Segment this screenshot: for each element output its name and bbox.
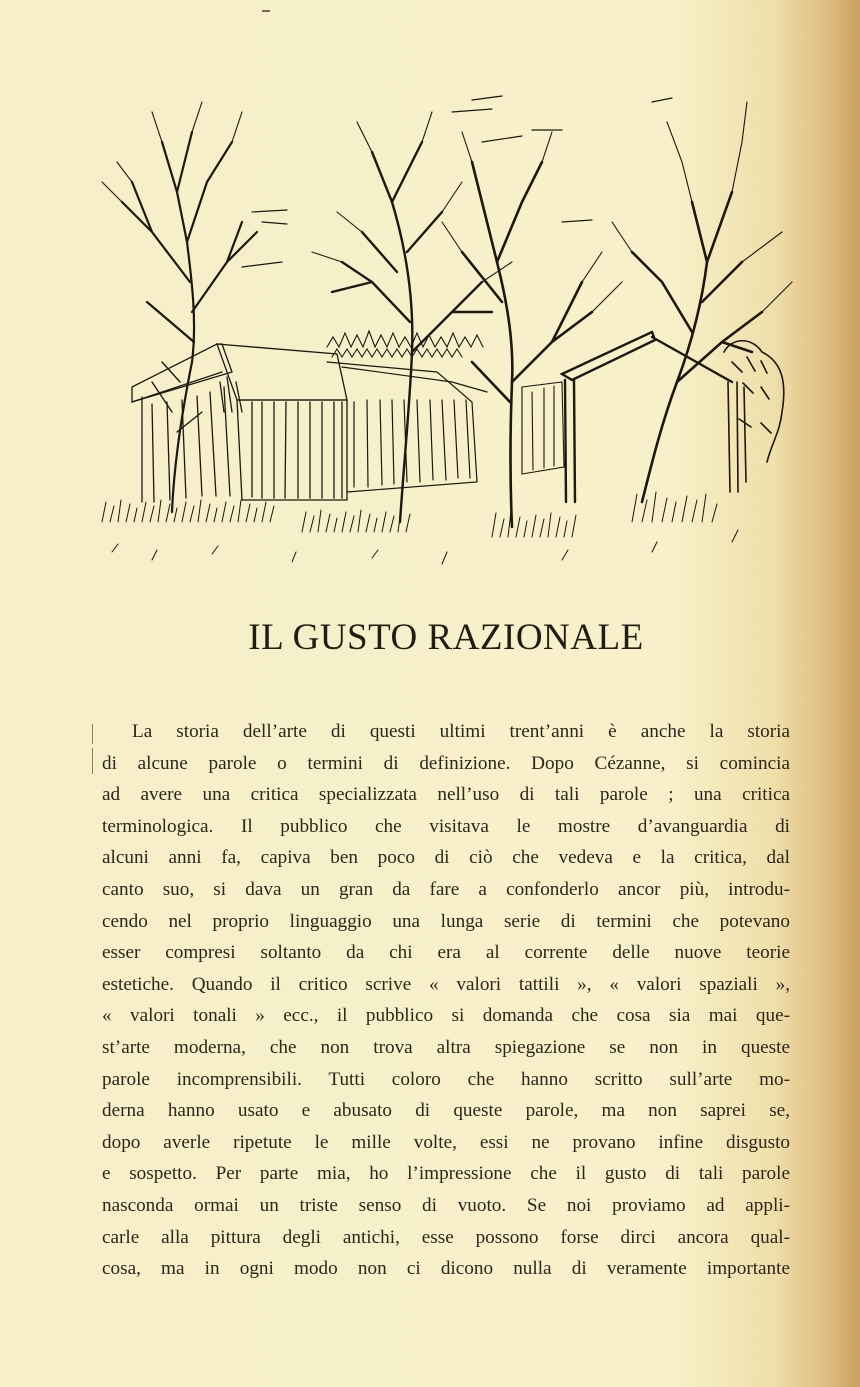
text-line: carle alla pittura degli antichi, esse possono forse dirci ancora qual- bbox=[102, 1226, 790, 1248]
text-line: st’arte moderna, che non trova altra spiegazione se non in queste bbox=[102, 1036, 790, 1058]
text-line: esser compresi soltanto da chi era al corrente delle nuove teorie bbox=[102, 942, 790, 964]
margin-mark bbox=[92, 748, 93, 774]
text-line: derna hanno usato e abusato di queste parole, ma non saprei se, bbox=[102, 1100, 790, 1122]
shrub-right bbox=[724, 341, 784, 492]
tree-right bbox=[612, 102, 792, 502]
text-line: ad avere una critica specializzata nell’uso di tali parole ; una critica bbox=[102, 784, 790, 806]
hedge bbox=[327, 331, 483, 357]
text-line: canto suo, si dava un gran da fare a confonderlo ancor più, introdu- bbox=[102, 878, 790, 900]
shed-right-far bbox=[522, 382, 564, 474]
text-line: dopo averle ripetute le mille volte, essi ne provano infine disgusto bbox=[102, 1131, 790, 1153]
text-line: di alcune parole o termini di definizione. Dopo Cézanne, si comincia bbox=[102, 752, 790, 774]
body-text bbox=[102, 716, 790, 1285]
tree-left bbox=[102, 102, 257, 512]
illustration bbox=[92, 82, 800, 572]
text-line: cendo nel proprio linguaggio una lunga serie di termini che potevano bbox=[102, 910, 790, 932]
text-line: terminologica. Il pubblico che visitava le mostre d’avanguardia di bbox=[102, 815, 790, 837]
text-line: e sospetto. Per parte mia, ho l’impressione che il gusto di tali parole bbox=[102, 1163, 790, 1185]
shed-left bbox=[132, 344, 347, 502]
text-line: nasconda ormai un triste senso di vuoto. Se noi proviamo ad appli- bbox=[102, 1194, 790, 1216]
margin-mark bbox=[92, 724, 93, 744]
chapter-title: IL GUSTO RAZIONALE bbox=[248, 617, 644, 658]
page-mark bbox=[262, 10, 270, 12]
sky-strokes bbox=[242, 96, 672, 267]
text-line: alcuni anni fa, capiva ben poco di ciò che vedeva e la critica, dal bbox=[102, 847, 790, 869]
text-line: parole incomprensibili. Tutti coloro che hanno scritto sull’arte mo- bbox=[102, 1068, 790, 1090]
text-line: « valori tonali » ecc., il pubblico si domanda che cosa sia mai que- bbox=[102, 1005, 790, 1027]
text-line: La storia dell’arte di questi ultimi trent’anni è anche la storia bbox=[132, 721, 790, 742]
text-line: estetiche. Quando il critico scrive « valori tattili », « valori spaziali », bbox=[102, 973, 790, 995]
text-line: cosa, ma in ogni modo non ci dicono nulla di veramente importante bbox=[102, 1258, 790, 1280]
